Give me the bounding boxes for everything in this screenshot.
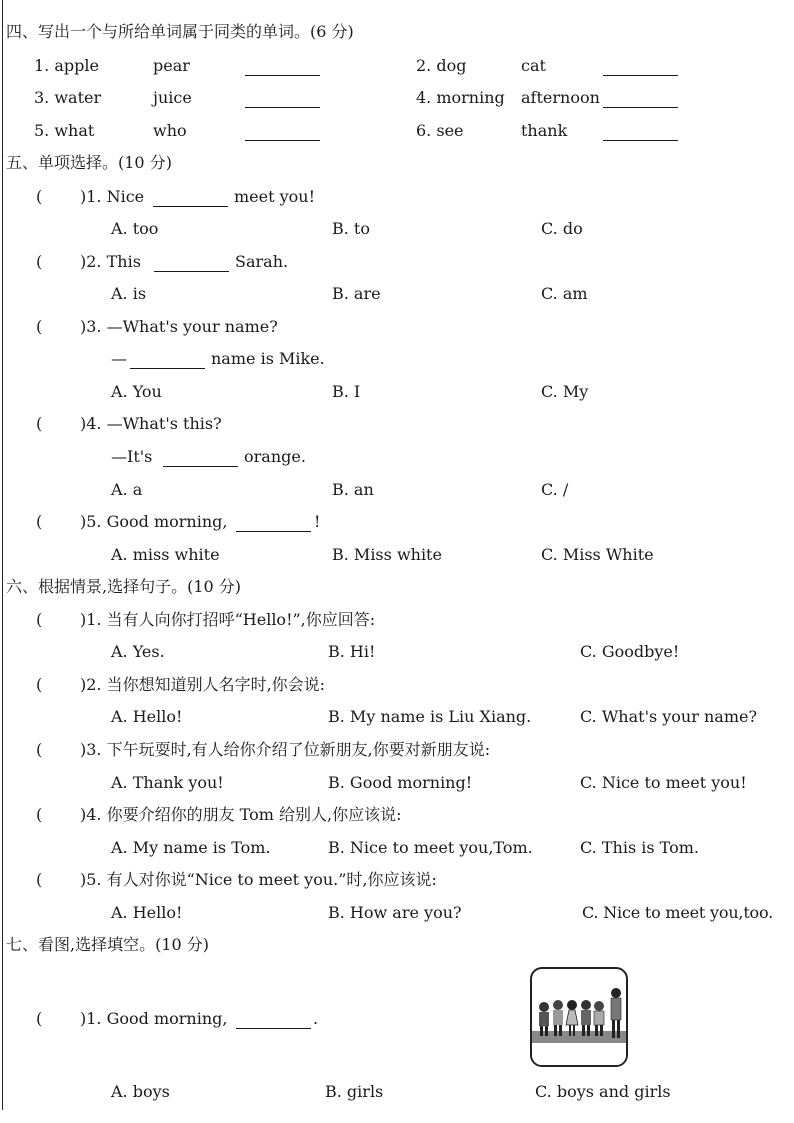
s5-q4-line2-end: orange. [244, 447, 306, 466]
s6-q4-option-a[interactable]: A. My name is Tom. [111, 838, 271, 857]
s5-q4-option-b[interactable]: B. an [332, 480, 374, 499]
s5-q1-stem: )1. Nice [80, 187, 145, 206]
section4-heading: 四、写出一个与所给单词属于同类的单词。(6 分) [6, 22, 354, 41]
s6-q1-option-b[interactable]: B. Hi! [328, 642, 376, 661]
s6-q5-paren[interactable]: ( [36, 870, 43, 889]
s6-q3-option-a[interactable]: A. Thank you! [111, 773, 224, 792]
s5-q4-blank[interactable] [163, 466, 238, 467]
s4-item5-number: 5. what [34, 121, 95, 140]
section7-heading: 七、看图,选择填空。(10 分) [6, 935, 210, 954]
s5-q4-option-c[interactable]: C. / [541, 480, 569, 499]
s7-q1-option-c[interactable]: C. boys and girls [535, 1082, 671, 1101]
s4-item3-number: 3. water [34, 88, 102, 107]
s7-q1-stem: )1. Good morning, [80, 1009, 228, 1028]
s7-q1-option-b[interactable]: B. girls [325, 1082, 384, 1101]
s7-q1-paren[interactable]: ( [36, 1009, 43, 1028]
s7-q1-option-a[interactable]: A. boys [111, 1082, 170, 1101]
s4-item3-word: juice [153, 88, 192, 107]
s5-q3-option-b[interactable]: B. I [332, 382, 361, 401]
s6-q5-stem: )5. 有人对你说“Nice to meet you.”时,你应该说: [80, 870, 437, 889]
s6-q3-option-b[interactable]: B. Good morning! [328, 773, 473, 792]
s4-item4-blank[interactable] [603, 107, 678, 108]
s6-q4-paren[interactable]: ( [36, 805, 43, 824]
s5-q1-option-a[interactable]: A. too [111, 219, 159, 238]
section6-heading: 六、根据情景,选择句子。(10 分) [6, 577, 242, 596]
s5-q3-option-a[interactable]: A. You [111, 382, 162, 401]
s6-q1-option-c[interactable]: C. Goodbye! [580, 642, 680, 661]
s5-q3-line2-dash: — [111, 349, 127, 368]
s5-q2-paren[interactable]: ( [36, 252, 43, 271]
s5-q1-stem-end: meet you! [234, 187, 316, 206]
s5-q2-option-b[interactable]: B. are [332, 284, 381, 303]
s4-item1-number: 1. apple [34, 56, 99, 75]
s5-q3-blank[interactable] [130, 368, 205, 369]
s7-q1-blank[interactable] [236, 1028, 311, 1029]
s4-item2-number: 2. dog [416, 56, 467, 75]
s6-q5-option-c[interactable]: C. Nice to meet you,too. [582, 903, 774, 922]
s6-q4-option-c[interactable]: C. This is Tom. [580, 838, 699, 857]
s6-q2-option-a[interactable]: A. Hello! [111, 707, 183, 726]
s5-q5-stem: )5. Good morning, [80, 512, 228, 531]
s5-q1-option-c[interactable]: C. do [541, 219, 583, 238]
s6-q3-option-c[interactable]: C. Nice to meet you! [580, 773, 747, 792]
s5-q5-option-c[interactable]: C. Miss White [541, 545, 654, 564]
s5-q4-line2-start: —It's [111, 447, 153, 466]
s6-q1-stem: )1. 当有人向你打招呼“Hello!”,你应回答: [80, 610, 376, 629]
s6-q2-paren[interactable]: ( [36, 675, 43, 694]
s6-q1-option-a[interactable]: A. Yes. [111, 642, 165, 661]
section5-heading: 五、单项选择。(10 分) [6, 153, 172, 172]
s5-q1-option-b[interactable]: B. to [332, 219, 370, 238]
s5-q3-stem: )3. —What's your name? [80, 317, 278, 336]
s5-q2-option-c[interactable]: C. am [541, 284, 588, 303]
s4-item6-number: 6. see [416, 121, 464, 140]
s5-q5-blank[interactable] [236, 531, 311, 532]
s5-q2-blank[interactable] [154, 271, 229, 272]
s4-item4-number: 4. morning [416, 88, 505, 107]
s4-item4-word: afternoon [521, 88, 600, 107]
s5-q4-option-a[interactable]: A. a [111, 480, 143, 499]
s6-q5-option-a[interactable]: A. Hello! [111, 903, 183, 922]
picture-illustration [532, 969, 626, 1065]
s4-item6-word: thank [521, 121, 568, 140]
s4-item2-word: cat [521, 56, 546, 75]
s5-q5-option-a[interactable]: A. miss white [111, 545, 220, 564]
s5-q2-stem: )2. This [80, 252, 141, 271]
s7-q1-stem-end: . [313, 1009, 319, 1028]
s5-q3-option-c[interactable]: C. My [541, 382, 589, 401]
s5-q2-option-a[interactable]: A. is [111, 284, 147, 303]
s5-q5-paren[interactable]: ( [36, 512, 43, 531]
s5-q1-paren[interactable]: ( [36, 187, 43, 206]
s6-q2-option-b[interactable]: B. My name is Liu Xiang. [328, 707, 532, 726]
s4-item3-blank[interactable] [245, 107, 320, 108]
s6-q1-paren[interactable]: ( [36, 610, 43, 629]
s6-q5-option-b[interactable]: B. How are you? [328, 903, 462, 922]
s5-q1-blank[interactable] [153, 206, 228, 207]
s6-q3-paren[interactable]: ( [36, 740, 43, 759]
s5-q2-stem-end: Sarah. [235, 252, 289, 271]
s6-q4-stem: )4. 你要介绍你的朋友 Tom 给别人,你应该说: [80, 805, 402, 824]
s4-item6-blank[interactable] [603, 140, 678, 141]
s5-q4-paren[interactable]: ( [36, 414, 43, 433]
s6-q3-stem: )3. 下午玩耍时,有人给你介绍了位新朋友,你要对新朋友说: [80, 740, 491, 759]
s4-item1-blank[interactable] [245, 75, 320, 76]
s4-item2-blank[interactable] [603, 75, 678, 76]
s5-q5-stem-end: ! [314, 512, 321, 531]
s5-q3-paren[interactable]: ( [36, 317, 43, 336]
children-teacher-picture [530, 967, 628, 1067]
s6-q2-option-c[interactable]: C. What's your name? [580, 707, 758, 726]
s5-q3-line2-end: name is Mike. [211, 349, 325, 368]
s4-item5-word: who [153, 121, 187, 140]
s4-item5-blank[interactable] [245, 140, 320, 141]
s6-q4-option-b[interactable]: B. Nice to meet you,Tom. [328, 838, 533, 857]
s6-q2-stem: )2. 当你想知道别人名字时,你会说: [80, 675, 326, 694]
s4-item1-word: pear [153, 56, 190, 75]
s5-q4-stem: )4. —What's this? [80, 414, 222, 433]
s5-q5-option-b[interactable]: B. Miss white [332, 545, 442, 564]
left-margin-rule [2, 0, 3, 1110]
